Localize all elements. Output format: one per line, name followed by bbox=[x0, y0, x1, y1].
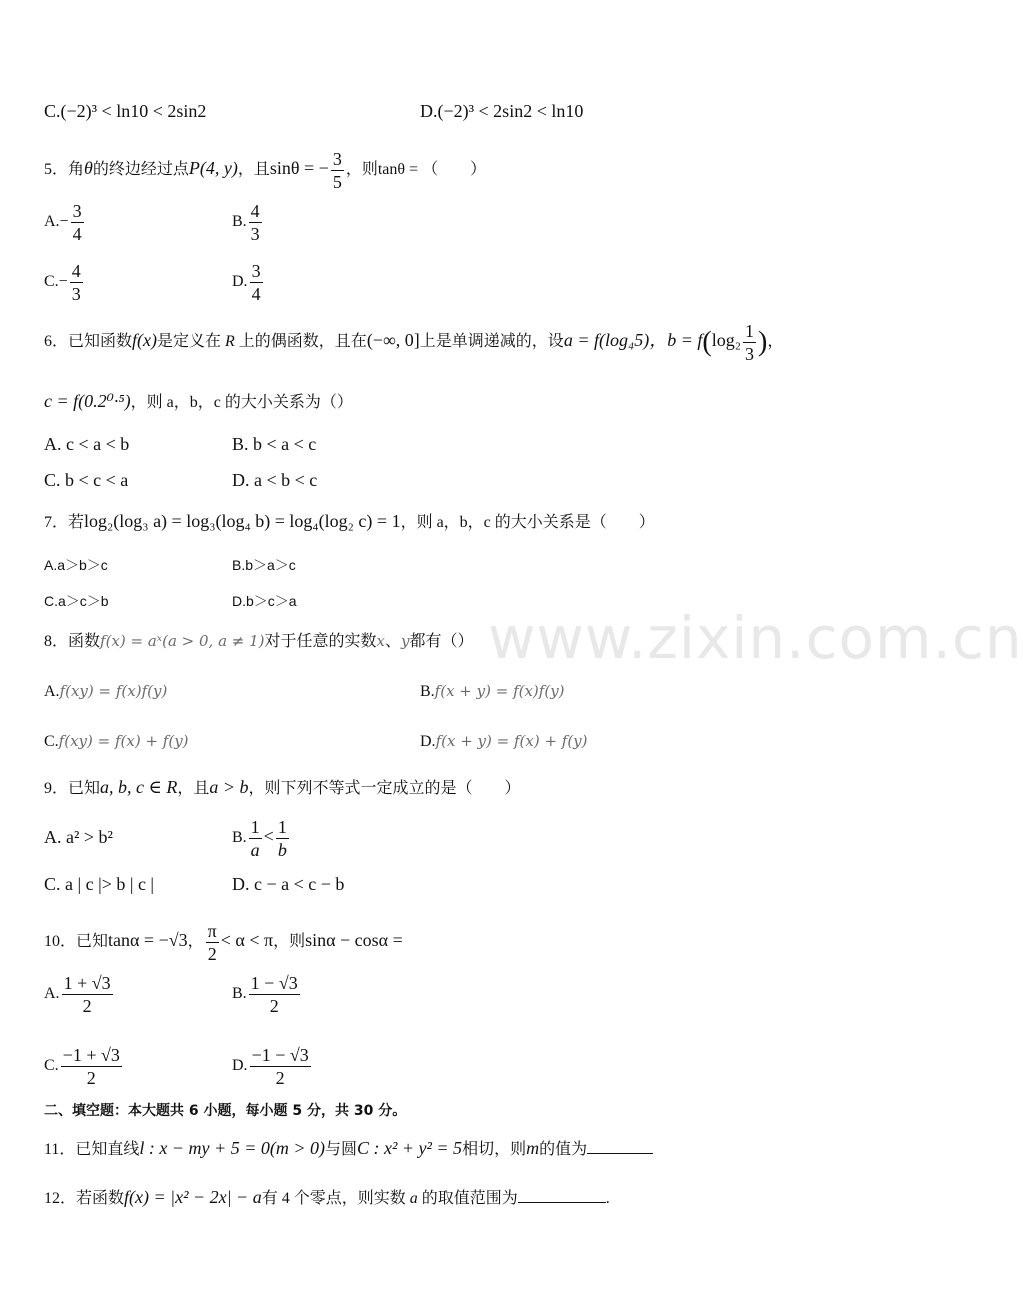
watermark: www.zixin.com.cn bbox=[488, 604, 1023, 672]
q6-option-a: A. c < a < b bbox=[44, 434, 130, 454]
q5-option-b: B. $\frac{4}{3}$ bbox=[232, 201, 260, 244]
q4-option-c: C.(−2)³ < ln10 < 2sin2 bbox=[44, 101, 207, 121]
q6-option-d: D. a < b < c bbox=[232, 470, 318, 490]
q7-option-d: D.b＞c＞a bbox=[232, 593, 297, 609]
answer-blank[interactable] bbox=[518, 1188, 606, 1203]
q10-option-d: D. $\frac{-1 - √3}{2}$ bbox=[232, 1045, 309, 1088]
q9-option-c: C. a | c |> b | c | bbox=[44, 874, 155, 894]
q6-stem-line2: c = f(0.2⁰·⁵)，则 a，b，c 的大小关系为（） bbox=[44, 391, 353, 411]
q5-option-d: D. $\frac{3}{4}$ bbox=[232, 261, 261, 304]
q9-option-a: A. a² > b² bbox=[44, 827, 113, 847]
q6-option-b: B. b < a < c bbox=[232, 434, 317, 454]
q10-stem: 10．已知tanα = −√3， $\frac{\pi}{2}$ < α < π，则sinα − cosα = bbox=[44, 921, 403, 964]
q11-stem: 11．已知直线l : x − my + 5 = 0(m > 0)与圆C : x² + y² = 5相切，则m的值为 bbox=[44, 1137, 653, 1161]
q7-option-b: B.b＞a＞c bbox=[232, 557, 296, 573]
q8-option-c: C.f(xy) = f(x) + f(y) bbox=[44, 732, 189, 750]
q4-option-d: D.(−2)³ < 2sin2 < ln10 bbox=[420, 101, 584, 121]
q8-option-d: D.f(x + y) = f(x) + f(y) bbox=[420, 732, 588, 750]
q10-option-a: A. $\frac{1 + √3}{2}$ bbox=[44, 973, 111, 1016]
q8-option-a: A.f(xy) = f(x)f(y) bbox=[44, 682, 168, 700]
q9-option-d: D. c − a < c − b bbox=[232, 874, 345, 894]
q6-option-c: C. b < c < a bbox=[44, 470, 129, 490]
q12-stem: 12．若函数f(x) = |x² − 2x| − a有 4 个零点，则实数 a 的取值范围为 . bbox=[44, 1187, 610, 1207]
q7-stem: 7．若log₂(log₃ a) = log₃(log₄ b) = log₄(log₂ c) = 1，则 a，b，c 的大小关系是（ ） bbox=[44, 511, 655, 531]
section-heading-fill-in: 二、填空题：本大题共 6 小题，每小题 5 分，共 30 分。 bbox=[44, 1103, 407, 1119]
q10-option-b: B. $\frac{1 - √3}{2}$ bbox=[232, 973, 298, 1016]
q9-option-b: B. $\frac{1}{a}$ < $\frac{1}{b}$ bbox=[232, 817, 287, 860]
q5-stem: 5．角θ的终边经过点P(4, y)，且sinθ = − $\frac{3}{5}$ ，则tanθ = （ ） bbox=[44, 149, 487, 192]
q8-stem: 8．函数f(x) = aˣ(a > 0, a ≠ 1)对于任意的实数x、y都有（） bbox=[44, 632, 474, 650]
q7-option-a: A.a＞b＞c bbox=[44, 557, 108, 573]
answer-blank[interactable] bbox=[587, 1139, 653, 1154]
fraction: $\frac{3}{5}$ bbox=[332, 149, 342, 192]
q5-option-a: A.− $\frac{3}{4}$ bbox=[44, 201, 82, 244]
q7-option-c: C.a＞c＞b bbox=[44, 593, 109, 609]
q10-option-c: C. $\frac{-1 + √3}{2}$ bbox=[44, 1045, 120, 1088]
q8-option-b: B.f(x + y) = f(x)f(y) bbox=[420, 682, 565, 700]
q5-option-c: C.− $\frac{4}{3}$ bbox=[44, 261, 81, 304]
q9-stem: 9．已知a, b, c ∈ R，且a > b，则下列不等式一定成立的是（ ） bbox=[44, 777, 521, 797]
q6-stem: 6．已知函数f(x)是定义在 R 上的偶函数，且在(−∞, 0]上是单调递减的，设a = f(log₄5)，b = f(log₂ $\frac{1}{3}$ )， bbox=[44, 321, 784, 364]
